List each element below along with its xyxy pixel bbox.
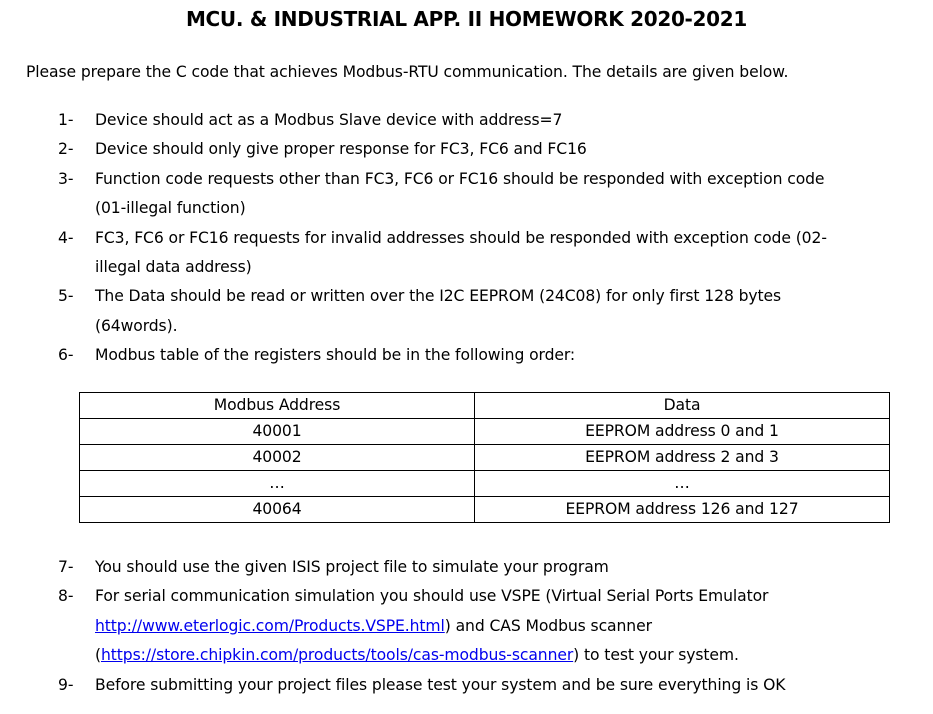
requirements-list xyxy=(0,106,933,371)
list-item-number: 1- xyxy=(58,111,74,129)
list-item-number: 5- xyxy=(58,287,74,306)
list-item xyxy=(0,582,933,670)
list-item-text: Before submitting your project files please test your system and be sure everything is OK xyxy=(95,675,786,694)
cas-modbus-scanner-link[interactable]: https://store.chipkin.com/products/tools/cas-modbus-scanner xyxy=(100,646,574,665)
list-item-text: The Data should be read or written over the I2C EEPROM (24C08) for only first 128 bytes xyxy=(95,287,782,306)
table-row xyxy=(80,445,890,471)
intro-paragraph: Please prepare the C code that achieves Modbus-RTU communication. The details are given below. xyxy=(26,63,789,81)
list-item-text: Modbus table of the registers should be in the following order: xyxy=(95,346,576,365)
modbus-address-cell: 40002 xyxy=(80,445,475,471)
modbus-address-cell: … xyxy=(80,471,475,497)
modbus-address-cell: 40001 xyxy=(80,419,475,445)
list-item-text: Function code requests other than FC3, FC6 or FC16 should be responded with exception code xyxy=(95,169,825,188)
list-item-text-continued xyxy=(95,641,903,670)
modbus-register-table xyxy=(79,392,890,523)
link-trailing-text: ) and CAS Modbus scanner xyxy=(444,616,652,635)
table-row xyxy=(80,471,890,497)
table-row xyxy=(80,497,890,523)
list-item-number: 4- xyxy=(58,228,74,247)
vspe-link[interactable]: http://www.eterlogic.com/Products.VSPE.html xyxy=(95,616,445,635)
data-cell: EEPROM address 126 and 127 xyxy=(475,497,890,523)
list-item xyxy=(0,106,933,135)
list-item xyxy=(0,165,933,224)
list-item-text: For serial communication simulation you should use VSPE (Virtual Serial Ports Emulator xyxy=(95,587,769,606)
list-item-text: FC3, FC6 or FC16 requests for invalid addresses should be responded with exception code (02- xyxy=(95,228,827,247)
list-item-number: 6- xyxy=(58,346,74,365)
link-leading-text: ( xyxy=(95,646,101,665)
list-item-text-continued xyxy=(95,612,903,641)
list-item xyxy=(0,135,933,164)
list-item-text: Device should only give proper response for FC3, FC6 and FC16 xyxy=(95,140,587,159)
modbus-address-cell: 40064 xyxy=(80,497,475,523)
list-item-number: 2- xyxy=(58,140,74,159)
list-item-number: 9- xyxy=(58,675,74,694)
list-item-number: 3- xyxy=(58,169,74,188)
list-item-number: 8- xyxy=(58,587,74,606)
document-title: MCU. & INDUSTRIAL APP. II HOMEWORK 2020-2021 xyxy=(185,7,748,31)
requirements-list-continued xyxy=(0,553,933,700)
list-item xyxy=(0,553,933,582)
list-item-number: 7- xyxy=(58,558,74,576)
list-item-text: You should use the given ISIS project file to simulate your program xyxy=(95,558,609,576)
list-item-text-continued: (64words). xyxy=(95,316,178,335)
list-item-text-continued: (01-illegal function) xyxy=(95,199,246,218)
table-header-row xyxy=(80,393,890,419)
list-item xyxy=(0,224,933,283)
list-item-text-continued: illegal data address) xyxy=(95,258,252,277)
list-item xyxy=(0,671,933,700)
list-item-text: Device should act as a Modbus Slave device with address=7 xyxy=(95,111,563,129)
data-cell: EEPROM address 0 and 1 xyxy=(475,419,890,445)
table-row xyxy=(80,419,890,445)
data-cell: … xyxy=(475,471,890,497)
column-header-modbus-address: Modbus Address xyxy=(80,393,475,419)
list-item xyxy=(0,341,933,370)
data-cell: EEPROM address 2 and 3 xyxy=(475,445,890,471)
link-trailing-text: ) to test your system. xyxy=(573,646,739,665)
list-item xyxy=(0,282,933,341)
column-header-data: Data xyxy=(475,393,890,419)
